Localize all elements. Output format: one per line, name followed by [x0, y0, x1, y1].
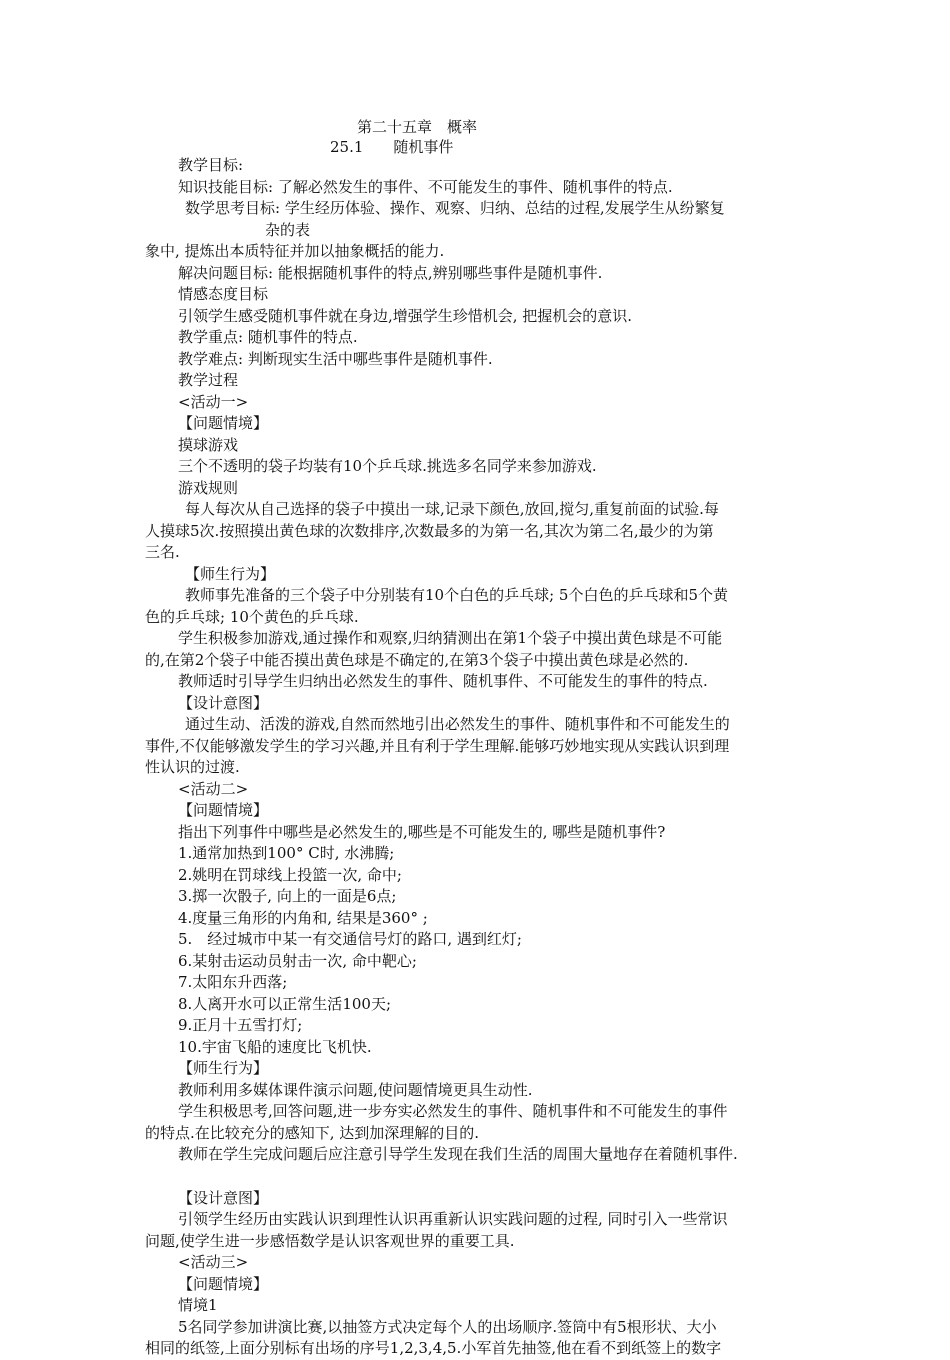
activity2-intent-line1: 引领学生经历由实践认识到理性认识再重新认识实践问题的过程, 同时引入一些常识 [178, 1210, 728, 1228]
activity2-behavior3: 教师在学生完成问题后应注意引导学生发现在我们生活的周围大量地存在着随机事件. [178, 1145, 738, 1163]
activity1-behavior2-line1: 学生积极参加游戏,通过操作和观察,归纳猜测出在第1个袋子中摸出黄色球是不可能 [178, 629, 723, 647]
activity2-behavior2-line1: 学生积极思考,回答问题,进一步夯实必然发生的事件、随机事件和不可能发生的事件 [178, 1102, 728, 1120]
activity1-behavior1-line2: 色的乒乓球; 10个黄色的乒乓球. [145, 607, 359, 626]
list-item: 10.宇宙飞船的速度比飞机快. [178, 1037, 372, 1056]
list-item: 9.正月十五雪打灯; [178, 1016, 303, 1034]
activity3-case-label: 情境1 [178, 1296, 218, 1314]
list-item: 7.太阳东升西落; [178, 973, 288, 991]
activity1-game-name: 摸球游戏 [178, 435, 239, 454]
activity2-behavior-heading: 【师生行为】 [178, 1059, 269, 1077]
chapter-title: 第二十五章 概率 [357, 118, 478, 136]
list-item: 3.掷一次骰子, 向上的一面是6点; [178, 887, 397, 905]
objective-emotion-heading: 情感态度目标 [178, 285, 269, 303]
activity3-situation-heading: 【问题情境】 [178, 1274, 269, 1293]
activity1-label: <活动一> [178, 392, 249, 411]
list-item: 2.姚明在罚球线上投篮一次, 命中; [178, 865, 402, 884]
activity2-behavior1: 教师利用多媒体课件演示问题,使问题情境更具生动性. [178, 1080, 533, 1099]
process-heading: 教学过程 [178, 371, 239, 389]
objective-thinking-line2: 杂的表 [265, 220, 311, 239]
activity1-intent-line1: 通过生动、活泼的游戏,自然而然地引出必然发生的事件、随机事件和不可能发生的 [185, 715, 730, 733]
activity1-behavior2-line2: 的,在第2个袋子中能否摸出黄色球是不确定的,在第3个袋子中摸出黄色球是必然的. [145, 650, 689, 669]
activity2-situation-heading: 【问题情境】 [178, 801, 269, 819]
spacer [145, 1166, 810, 1188]
activity2-behavior2-line2: 的特点.在比较充分的感知下, 达到加深理解的目的. [145, 1123, 480, 1142]
list-item: 1.通常加热到100° C时, 水沸腾; [178, 844, 395, 862]
activity2-intent-line2: 问题,使学生进一步感悟数学是认识客观世界的重要工具. [145, 1231, 515, 1250]
activity1-behavior3: 教师适时引导学生归纳出必然发生的事件、随机事件、不可能发生的事件的特点. [178, 672, 708, 690]
difficulty: 教学难点: 判断现实生活中哪些事件是随机事件. [178, 349, 493, 368]
activity2-intent-heading: 【设计意图】 [178, 1188, 269, 1207]
activity3-label: <活动三> [178, 1253, 249, 1271]
activity2-question: 指出下列事件中哪些是必然发生的,哪些是不可能发生的, 哪些是随机事件? [178, 822, 666, 841]
activity1-intent-heading: 【设计意图】 [178, 693, 269, 712]
activity1-rules-line2: 人摸球5次.按照摸出黄色球的次数排序,次数最多的为第一名,其次为第二名,最少的为第 [145, 521, 714, 540]
activity2-label: <活动二> [178, 779, 249, 798]
activity1-rules-heading: 游戏规则 [178, 478, 239, 497]
activity3-case-line2: 相同的纸签,上面分别标有出场的序号1,2,3,4,5.小军首先抽签,他在看不到纸签上的数字 [145, 1339, 722, 1357]
activity1-rules-line3: 三名. [145, 543, 180, 561]
activity1-intent-line3: 性认识的过渡. [145, 758, 240, 776]
activity3-case-line1: 5名同学参加讲演比赛,以抽签方式决定每个人的出场顺序.签筒中有5根形状、大小 [178, 1317, 717, 1336]
activity1-intent-line2: 事件,不仅能够激发学生的学习兴趣,并且有利于学生理解.能够巧妙地实现从实践认识到理 [145, 736, 730, 755]
list-item: 6.某射击运动员射击一次, 命中靶心; [178, 951, 417, 970]
activity1-situation-heading: 【问题情境】 [178, 414, 269, 432]
activity1-behavior1-line1: 教师事先准备的三个袋子中分别装有10个白色的乒乓球; 5个白色的乒乓球和5个黄 [185, 586, 728, 604]
activity1-behavior-heading: 【师生行为】 [185, 564, 276, 583]
objective-problem-solving: 解决问题目标: 能根据随机事件的特点,辨别哪些事件是随机事件. [178, 263, 603, 282]
objective-knowledge: 知识技能目标: 了解必然发生的事件、不可能发生的事件、随机事件的特点. [178, 177, 673, 196]
objectives-heading: 教学目标: [178, 156, 244, 174]
list-item: 4.度量三角形的内角和, 结果是360° ; [178, 908, 428, 927]
list-item: 5. 经过城市中某一有交通信号灯的路口, 遇到红灯; [178, 930, 522, 948]
list-item: 8.人离开水可以正常生活100天; [178, 994, 391, 1013]
activity1-game-intro: 三个不透明的袋子均装有10个乒乓球.挑选多名同学来参加游戏. [178, 457, 597, 475]
activity1-rules-line1: 每人每次从自己选择的袋子中摸出一球,记录下颜色,放回,搅匀,重复前面的试验.每 [185, 500, 719, 518]
key-point: 教学重点: 随机事件的特点. [178, 328, 358, 346]
document-body [145, 155, 810, 1360]
objective-emotion: 引领学生感受随机事件就在身边,增强学生珍惜机会, 把握机会的意识. [178, 306, 633, 325]
objective-thinking-line3: 象中, 提炼出本质特征并加以抽象概括的能力. [145, 242, 445, 260]
objective-thinking-line1: 数学思考目标: 学生经历体验、操作、观察、归纳、总结的过程,发展学生从纷繁复 [185, 199, 725, 217]
section-title: 25.1 随机事件 [330, 138, 454, 156]
